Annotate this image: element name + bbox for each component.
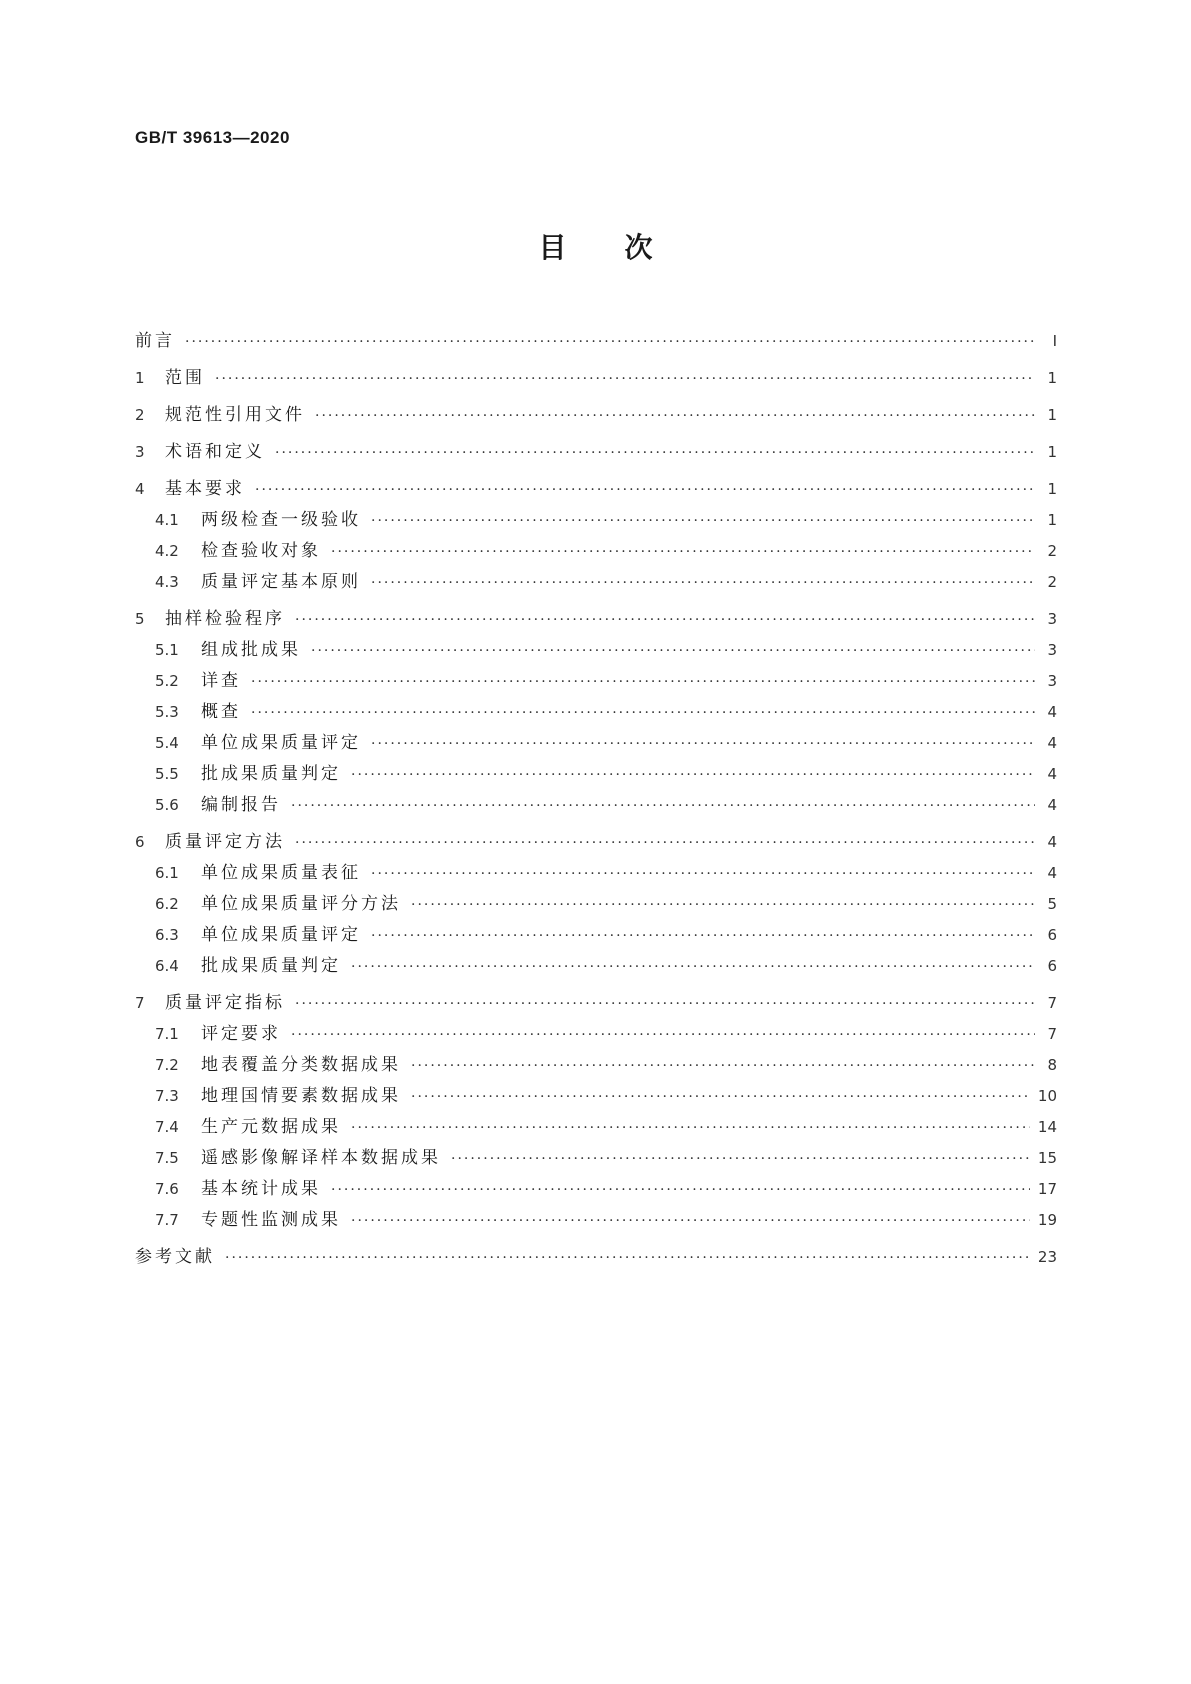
- toc-entry-page: 3: [1047, 672, 1057, 690]
- toc-entry-number: 2: [135, 406, 145, 424]
- toc-entry[interactable]: [135, 536, 1057, 567]
- toc-entry-number: 4.3: [155, 573, 179, 591]
- toc-leader-dots: [295, 605, 1035, 636]
- toc-entry-number: 5.2: [155, 672, 179, 690]
- toc-entry[interactable]: [135, 697, 1057, 728]
- toc-entry-label: 批成果质量判定: [201, 956, 341, 976]
- toc-leader-dots: [371, 568, 1035, 599]
- toc-entry-number: 7.7: [155, 1211, 179, 1229]
- toc-entry-number: 6.1: [155, 864, 179, 882]
- toc-leader-dots: [351, 760, 1035, 791]
- toc-entry-page: 1: [1047, 511, 1057, 529]
- toc-entry-page: 6: [1047, 926, 1057, 944]
- toc-entry-page: 14: [1037, 1118, 1057, 1136]
- toc-entry-page: 2: [1047, 573, 1057, 591]
- toc-entry-page: 4: [1047, 833, 1057, 851]
- toc-entry-page: Ⅰ: [1052, 332, 1057, 350]
- toc-entry-label: 生产元数据成果: [201, 1117, 341, 1137]
- toc-entry-label: 基本要求: [165, 479, 245, 499]
- toc-entry-page: 4: [1047, 765, 1057, 783]
- toc-leader-dots: [291, 791, 1035, 822]
- toc-entry-number: 7.2: [155, 1056, 179, 1074]
- toc-entry-page: 4: [1047, 796, 1057, 814]
- toc-entry-number: 6.2: [155, 895, 179, 913]
- toc-entry-page: 2: [1047, 542, 1057, 560]
- toc-entry[interactable]: [135, 437, 1057, 468]
- toc-entry-label: 详查: [201, 671, 241, 691]
- toc-entry-label: 质量评定指标: [165, 993, 285, 1013]
- toc-leader-dots: [225, 1243, 1030, 1274]
- toc-entry-number: 7: [135, 994, 145, 1012]
- toc-leader-dots: [451, 1144, 1030, 1175]
- toc-entry-page: 1: [1047, 443, 1057, 461]
- toc-entry-page: 1: [1047, 406, 1057, 424]
- toc-entry[interactable]: [135, 400, 1057, 431]
- toc-entry[interactable]: [135, 604, 1057, 635]
- toc-entry[interactable]: [135, 326, 1057, 357]
- toc-entry-label: 基本统计成果: [201, 1179, 321, 1199]
- toc-leader-dots: [295, 989, 1035, 1020]
- toc-entry-label: 单位成果质量表征: [201, 863, 361, 883]
- toc-entry[interactable]: [135, 666, 1057, 697]
- toc-entry-label: 地表覆盖分类数据成果: [201, 1055, 401, 1075]
- toc-entry[interactable]: [135, 858, 1057, 889]
- toc-entry-number: 5: [135, 610, 145, 628]
- toc-entry-number: 5.1: [155, 641, 179, 659]
- toc-entry[interactable]: [135, 1019, 1057, 1050]
- toc-entry-number: 7.5: [155, 1149, 179, 1167]
- toc-entry-label: 评定要求: [201, 1024, 281, 1044]
- toc-entry[interactable]: [135, 1174, 1057, 1205]
- toc-entry[interactable]: [135, 1205, 1057, 1236]
- toc-entry[interactable]: [135, 889, 1057, 920]
- toc-entry-label: 参考文献: [135, 1247, 215, 1267]
- page-title: 目次: [538, 231, 711, 264]
- toc-entry[interactable]: [135, 635, 1057, 666]
- toc-entry-label: 遥感影像解译样本数据成果: [201, 1148, 441, 1168]
- toc-entry-page: 3: [1047, 610, 1057, 628]
- toc-entry-page: 1: [1047, 480, 1057, 498]
- toc-leader-dots: [351, 1113, 1030, 1144]
- toc-leader-dots: [371, 859, 1035, 890]
- toc-entry-label: 两级检查一级验收: [201, 510, 361, 530]
- toc-entry[interactable]: [135, 363, 1057, 394]
- toc-leader-dots: [331, 1175, 1030, 1206]
- toc-entry[interactable]: [135, 988, 1057, 1019]
- toc-entry-label: 质量评定方法: [165, 832, 285, 852]
- toc-entry[interactable]: [135, 567, 1057, 598]
- table-of-contents: [135, 326, 1057, 1273]
- toc-entry-label: 抽样检验程序: [165, 609, 285, 629]
- toc-entry-label: 检查验收对象: [201, 541, 321, 561]
- toc-leader-dots: [351, 1206, 1030, 1237]
- toc-entry-label: 质量评定基本原则: [201, 572, 361, 592]
- toc-entry-number: 7.1: [155, 1025, 179, 1043]
- toc-entry-number: 4.2: [155, 542, 179, 560]
- toc-entry-page: 19: [1037, 1211, 1057, 1229]
- toc-entry-number: 7.6: [155, 1180, 179, 1198]
- toc-entry-page: 7: [1047, 1025, 1057, 1043]
- toc-entry[interactable]: [135, 1112, 1057, 1143]
- toc-entry[interactable]: [135, 1081, 1057, 1112]
- toc-entry[interactable]: [135, 1050, 1057, 1081]
- toc-leader-dots: [215, 364, 1035, 395]
- toc-entry-page: 4: [1047, 734, 1057, 752]
- toc-entry-page: 5: [1047, 895, 1057, 913]
- toc-leader-dots: [411, 1051, 1035, 1082]
- toc-leader-dots: [371, 729, 1035, 760]
- toc-entry-number: 5.4: [155, 734, 179, 752]
- toc-entry-label: 编制报告: [201, 795, 281, 815]
- toc-entry-label: 单位成果质量评定: [201, 733, 361, 753]
- toc-entry-number: 3: [135, 443, 145, 461]
- toc-entry-number: 4.1: [155, 511, 179, 529]
- toc-entry-label: 专题性监测成果: [201, 1210, 341, 1230]
- toc-entry-page: 6: [1047, 957, 1057, 975]
- toc-leader-dots: [371, 506, 1035, 537]
- toc-leader-dots: [291, 1020, 1035, 1051]
- toc-entry-page: 1: [1047, 369, 1057, 387]
- toc-entry[interactable]: [135, 759, 1057, 790]
- standard-code: GB/T 39613—2020: [135, 128, 290, 147]
- toc-entry-number: 7.4: [155, 1118, 179, 1136]
- toc-entry[interactable]: [135, 1143, 1057, 1174]
- toc-leader-dots: [315, 401, 1035, 432]
- toc-entry-page: 17: [1037, 1180, 1057, 1198]
- toc-entry-number: 6: [135, 833, 145, 851]
- toc-entry-label: 概查: [201, 702, 241, 722]
- toc-entry-number: 4: [135, 480, 145, 498]
- toc-entry[interactable]: [135, 827, 1057, 858]
- toc-leader-dots: [371, 921, 1035, 952]
- toc-leader-dots: [331, 537, 1035, 568]
- toc-entry-number: 5.3: [155, 703, 179, 721]
- toc-entry-page: 15: [1037, 1149, 1057, 1167]
- toc-entry[interactable]: [135, 790, 1057, 821]
- toc-entry-page: 10: [1037, 1087, 1057, 1105]
- toc-entry-label: 单位成果质量评定: [201, 925, 361, 945]
- toc-entry-page: 3: [1047, 641, 1057, 659]
- toc-leader-dots: [251, 698, 1035, 729]
- toc-entry[interactable]: [135, 474, 1057, 505]
- toc-entry-page: 23: [1037, 1248, 1057, 1266]
- toc-entry-label: 术语和定义: [165, 442, 265, 462]
- toc-leader-dots: [411, 890, 1035, 921]
- toc-entry[interactable]: [135, 951, 1057, 982]
- toc-entry[interactable]: [135, 728, 1057, 759]
- toc-entry-page: 7: [1047, 994, 1057, 1012]
- toc-entry-number: 7.3: [155, 1087, 179, 1105]
- toc-entry-label: 批成果质量判定: [201, 764, 341, 784]
- toc-entry[interactable]: [135, 920, 1057, 951]
- toc-entry-label: 地理国情要素数据成果: [201, 1086, 401, 1106]
- toc-entry-number: 1: [135, 369, 145, 387]
- toc-leader-dots: [255, 475, 1035, 506]
- toc-entry-label: 规范性引用文件: [165, 405, 305, 425]
- toc-entry-number: 5.6: [155, 796, 179, 814]
- toc-entry-label: 组成批成果: [201, 640, 301, 660]
- toc-leader-dots: [351, 952, 1035, 983]
- toc-entry-number: 5.5: [155, 765, 179, 783]
- toc-entry[interactable]: [135, 1242, 1057, 1273]
- toc-leader-dots: [251, 667, 1035, 698]
- toc-entry-page: 4: [1047, 864, 1057, 882]
- toc-entry-page: 4: [1047, 703, 1057, 721]
- toc-leader-dots: [275, 438, 1035, 469]
- toc-entry-page: 8: [1047, 1056, 1057, 1074]
- toc-entry-label: 单位成果质量评分方法: [201, 894, 401, 914]
- toc-leader-dots: [185, 327, 1035, 358]
- toc-entry[interactable]: [135, 505, 1057, 536]
- toc-entry-label: 范围: [165, 368, 205, 388]
- toc-leader-dots: [295, 828, 1035, 859]
- toc-leader-dots: [411, 1082, 1030, 1113]
- toc-entry-number: 6.4: [155, 957, 179, 975]
- toc-entry-number: 6.3: [155, 926, 179, 944]
- toc-leader-dots: [311, 636, 1035, 667]
- toc-entry-label: 前言: [135, 331, 175, 351]
